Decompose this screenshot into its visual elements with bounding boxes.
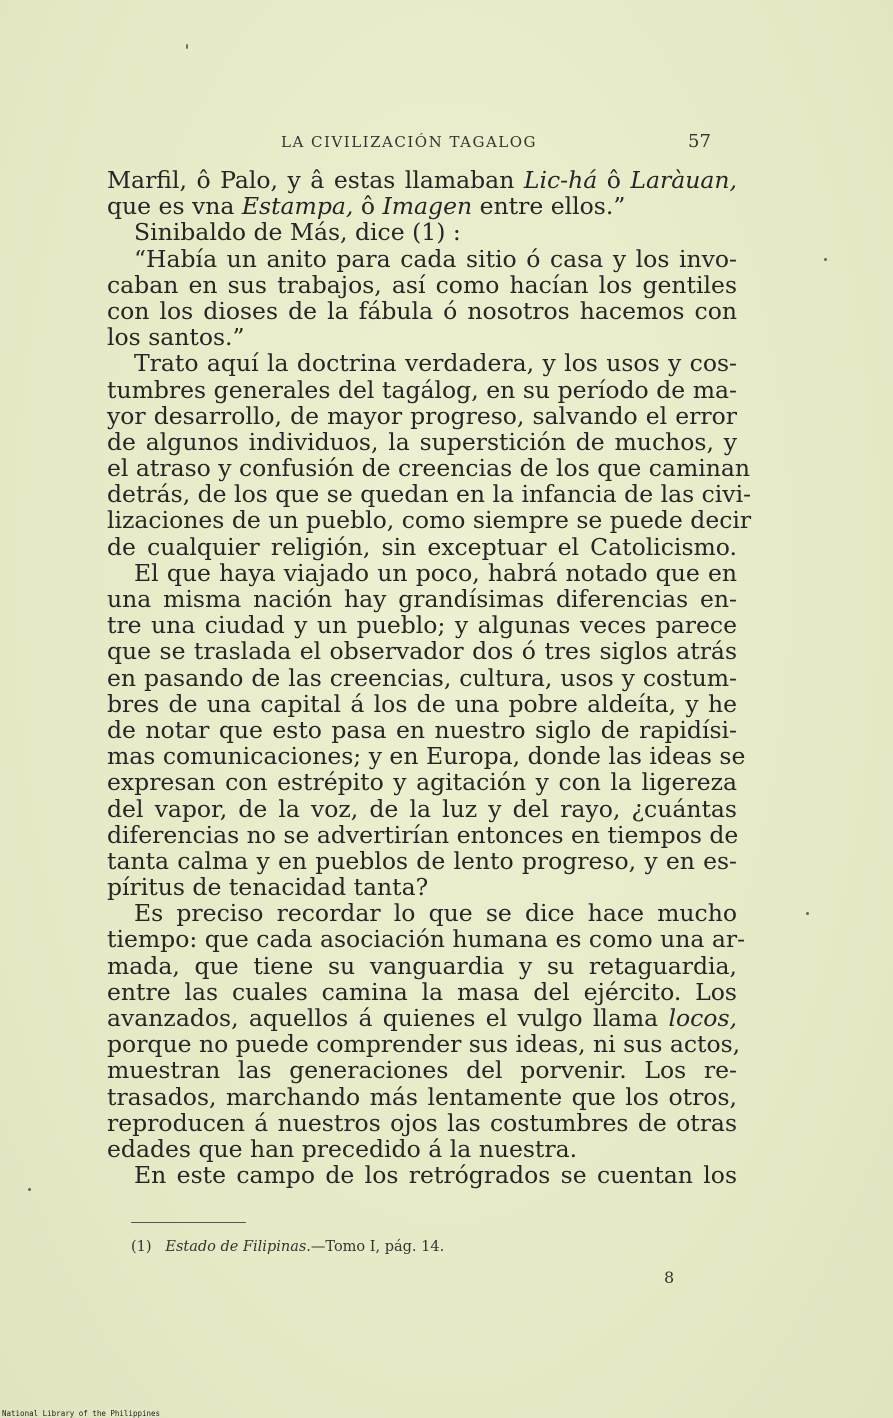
text-line: con los dioses de la fábula ó nosotros hacemos con [107, 296, 737, 325]
paper-speck [28, 1188, 31, 1191]
text-line: que es vna Estampa, ô Imagen entre ellos.” [107, 192, 626, 221]
text-line: tumbres generales del tagálog, en su período de ma- [107, 375, 737, 404]
text-line: “Había un anito para cada sitio ó casa y los invo- [134, 244, 737, 273]
page-number: 57 [688, 131, 711, 152]
text-line: que se traslada el observador dos ó tres siglos atrás [107, 637, 737, 666]
footnote [131, 1239, 444, 1255]
text-line: tre una ciudad y un pueblo; y algunas veces parece [107, 611, 737, 640]
text-line: porque no puede comprender sus ideas, ni sus actos, [107, 1030, 741, 1059]
text-line: avanzados, aquellos á quienes el vulgo llama locos, [107, 1004, 737, 1032]
text-line: trasados, marchando más lentamente que los otros, [107, 1082, 737, 1111]
text-line: de algunos individuos, la superstición de muchos, y [107, 427, 737, 456]
text-line: tanta calma y en pueblos de lento progreso, y en es- [107, 846, 737, 875]
text-line: entre las cuales camina la masa del ejército. Los [107, 977, 737, 1006]
running-head [0, 131, 893, 155]
running-title: LA CIVILIZACIÓN TAGALOG [281, 133, 538, 151]
text-line: una misma nación hay grandísimas diferencias en- [107, 585, 737, 613]
text-line: los santos.” [107, 323, 245, 352]
text-line: En este campo de los retrógrados se cuentan los [134, 1161, 737, 1190]
text-line: píritus de tenacidad tanta? [107, 873, 429, 902]
text-line: mada, que tiene su vanguardia y su retaguardia, [107, 951, 737, 980]
text-line: en pasando de las creencias, cultura, usos y costum- [107, 663, 737, 692]
text-line: Sinibaldo de Más, dice (1) : [134, 218, 461, 247]
footnote-source-title: Estado de Filipinas. [165, 1239, 311, 1255]
text-line: muestran las generaciones del porvenir. Los re- [107, 1056, 737, 1085]
text-line: de notar que esto pasa en nuestro siglo de rapidísi- [107, 715, 737, 744]
text-line: el atraso y confusión de creencias de los que caminan [107, 454, 751, 483]
text-line: El que haya viajado un poco, habrá notado que en [134, 558, 737, 587]
text-line: lizaciones de un pueblo, como siempre se puede decir [107, 506, 752, 535]
signature-mark: 8 [664, 1268, 675, 1287]
footnote-reference: —Tomo I, pág. 14. [310, 1239, 445, 1255]
text-line: Marfil, ô Palo, y â estas llamaban Lic-há ô Laràuan, [107, 166, 737, 194]
text-line: expresan con estrépito y agitación y con la ligereza [107, 768, 737, 797]
text-line: bres de una capital á los de una pobre aldeíta, y he [107, 689, 737, 718]
text-line: detrás, de los que se quedan en la infancia de las civi- [107, 480, 752, 509]
text-line: tiempo: que cada asociación humana es como una ar- [107, 925, 746, 954]
text-line: reproducen á nuestros ojos las costumbres de otras [107, 1108, 737, 1137]
footnote-marker: (1) [131, 1239, 152, 1255]
text-line: mas comunicaciones; y en Europa, donde las ideas se [107, 742, 746, 771]
paper-speck [824, 258, 827, 261]
body-text [107, 166, 752, 1190]
text-line: de cualquier religión, sin exceptuar el Catolicismo. [107, 532, 737, 561]
text-line: diferencias no se advertirían entonces en tiempos de [107, 820, 739, 849]
text-line: Trato aquí la doctrina verdadera, y los usos y cos- [134, 349, 737, 378]
paper-speck [806, 912, 809, 915]
footnote-divider [131, 1222, 246, 1223]
text-line: del vapor, de la voz, de la luz y del rayo, ¿cuántas [107, 794, 737, 823]
text-line: Es preciso recordar lo que se dice hace mucho [134, 899, 737, 928]
text-line: edades que han precedido á la nuestra. [107, 1134, 578, 1163]
text-line: caban en sus trabajos, así como hacían los gentiles [107, 270, 737, 299]
paper-speck [186, 44, 188, 49]
library-watermark: National Library of the Philippines [2, 1409, 161, 1418]
text-line: yor desarrollo, de mayor progreso, salvando el error [107, 401, 737, 430]
